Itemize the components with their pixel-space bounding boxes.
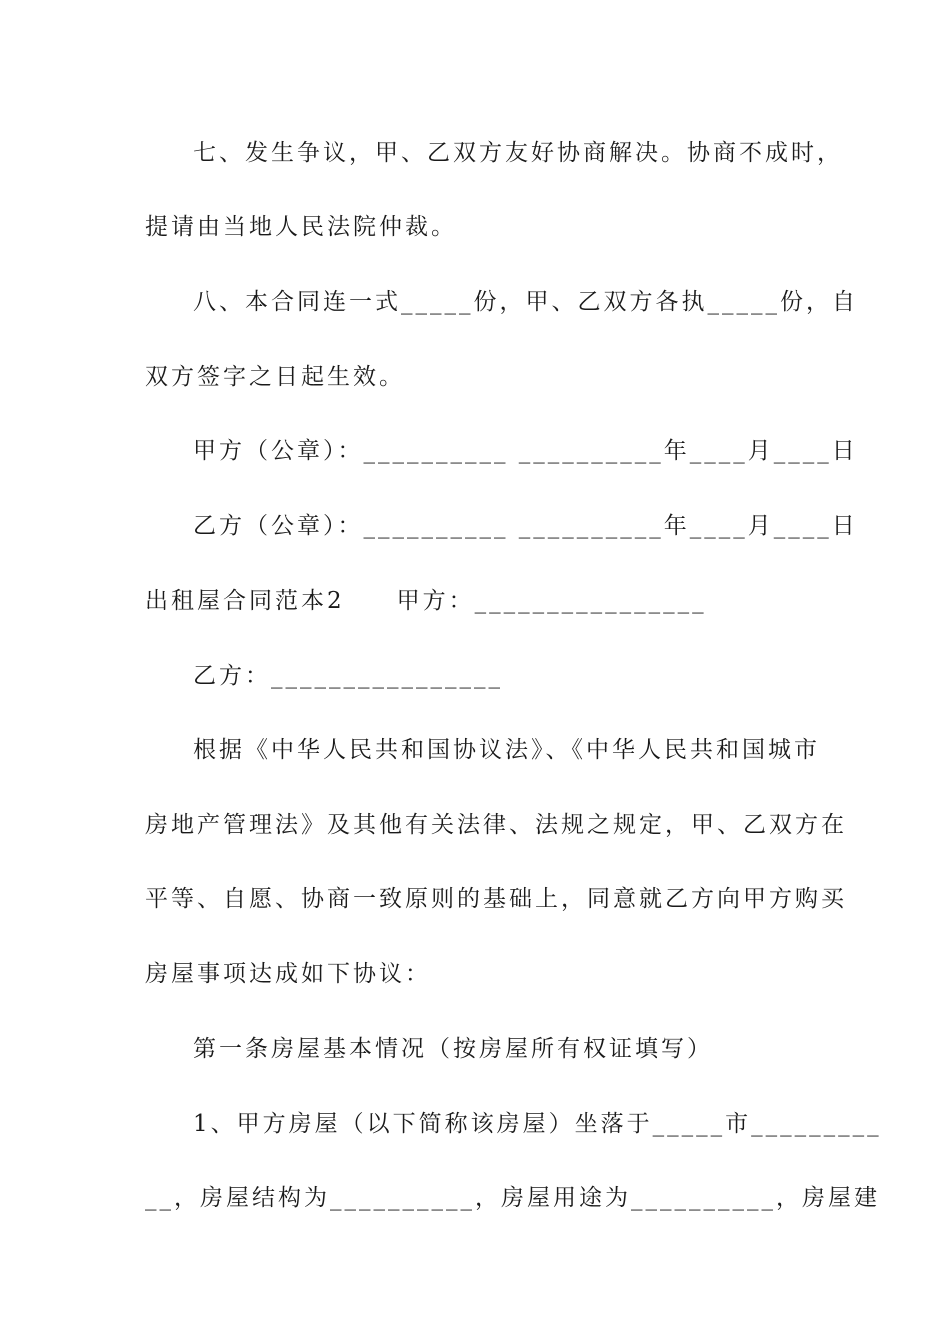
- clause-7-line-1: 七、发生争议，甲、乙双方友好协商解决。协商不成时，: [193, 140, 843, 166]
- preamble-line-1: 根据《中华人民共和国协议法》、《中华人民共和国城市: [193, 737, 820, 763]
- clause-8-line-2: 双方签字之日起生效。: [145, 364, 405, 390]
- preamble-line-3: 平等、自愿、协商一致原则的基础上，同意就乙方向甲方购买: [145, 886, 847, 912]
- article-1-item-1-line-1: 1、甲方房屋（以下简称该房屋）坐落于_____市_________: [193, 1111, 882, 1137]
- clause-7-line-2: 提请由当地人民法院仲裁。: [145, 214, 457, 240]
- preamble-line-4: 房屋事项达成如下协议：: [145, 961, 431, 987]
- preamble-line-2: 房地产管理法》及其他有关法律、法规之规定，甲、乙双方在: [145, 812, 847, 838]
- party-a-seal-line: 甲方（公章）：__________ __________年____月____日: [193, 438, 858, 464]
- article-1-heading: 第一条房屋基本情况（按房屋所有权证填写）: [193, 1036, 713, 1062]
- article-1-item-1-line-2: __，房屋结构为__________，房屋用途为__________，房屋建: [145, 1185, 880, 1211]
- clause-8-line-1: 八、本合同连一式_____份，甲、乙双方各执_____份，自: [193, 289, 858, 315]
- party-b-line: 乙方：________________: [193, 663, 503, 689]
- template-2-heading: 出租屋合同范本2 甲方：________________: [145, 588, 707, 614]
- party-b-seal-line: 乙方（公章）：__________ __________年____月____日: [193, 513, 858, 539]
